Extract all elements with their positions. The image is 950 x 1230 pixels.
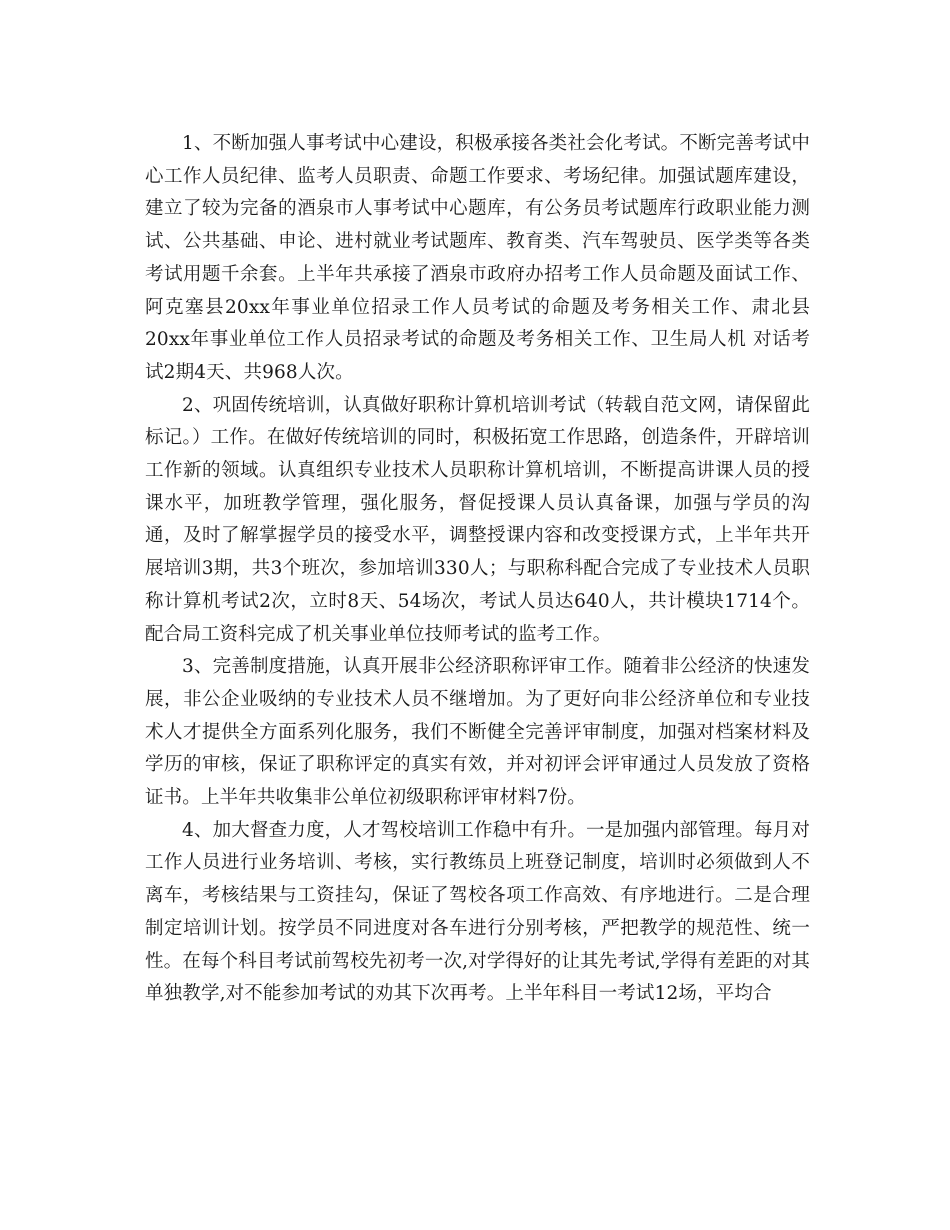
paragraph-driving-school: 4、加大督查力度，人才驾校培训工作稳中有升。一是加强内部管理。每月对工作人员进行业务培训、考核，实行教练员上班登记制度，培训时必须做到人不离车，考核结果与工资挂勾，保证了驾校各项工作高效、有序地进行。二是合理制定培训计划。按学员不同进度对各车进行分别考核，严把教学的规范性、统一性。在每个科目考试前驾校先初考一次,对学得好的让其先考试,学得有差距的对其单独教学,对不能参加考试的劝其下次再考。上半年科目一考试12场，平均合 bbox=[145, 819, 810, 1005]
paragraph-computer-training: 2、巩固传统培训，认真做好职称计算机培训考试（转载自范文网，请保留此标记。）工作。在做好传统培训的同时，积极拓宽工作思路，创造条件，开辟培训工作新的领域。认真组织专业技术人员职称计算机培训，不断提高讲课人员的授课水平，加班教学管理，强化服务，督促授课人员认真备课，加强与学员的沟通，及时了解掌握学员的接受水平，调整授课内容和改变授课方式，上半年共开展培训3期，共3个班次，参加培训330人；与职称科配合完成了专业技术人员职称计算机考试2次，立时8天、54场次，考试人员达640人，共计模块1714个。配合局工资科完成了机关事业单位技师考试的监考工作。 bbox=[145, 394, 810, 645]
paragraph-title-review: 3、完善制度措施，认真开展非公经济职称评审工作。随着非公经济的快速发展，非公企业吸纳的专业技术人员不继增加。为了更好向非公经济单位和专业技术人才提供全方面系列化服务，我们不断健全完善评审制度，加强对档案材料及学历的审核，保证了职称评定的真实有效，并对初评会评审通过人员发放了资格证书。上半年共收集非公单位初级职称评审材料7份。 bbox=[145, 656, 810, 809]
paragraph-exam-center: 1、不断加强人事考试中心建设，积极承接各类社会化考试。不断完善考试中心工作人员纪律、监考人员职责、命题工作要求、考场纪律。加强试题库建设，建立了较为完备的酒泉市人事考试中心题库，有公务员考试题库行政职业能力测试、公共基础、申论、进村就业考试题库、教育类、汽车驾驶员、医学类等各类考试用题千余套。上半年共承接了酒泉市政府办招考工作人员命题及面试工作、阿克塞县20xx年事业单位招录工作人员考试的命题及考务相关工作、肃北县20xx年事业单位工作人员招录考试的命题及考务相关工作、卫生局人机 对话考试2期4天、共968人次。 bbox=[145, 133, 810, 383]
document-body bbox=[145, 128, 810, 1011]
